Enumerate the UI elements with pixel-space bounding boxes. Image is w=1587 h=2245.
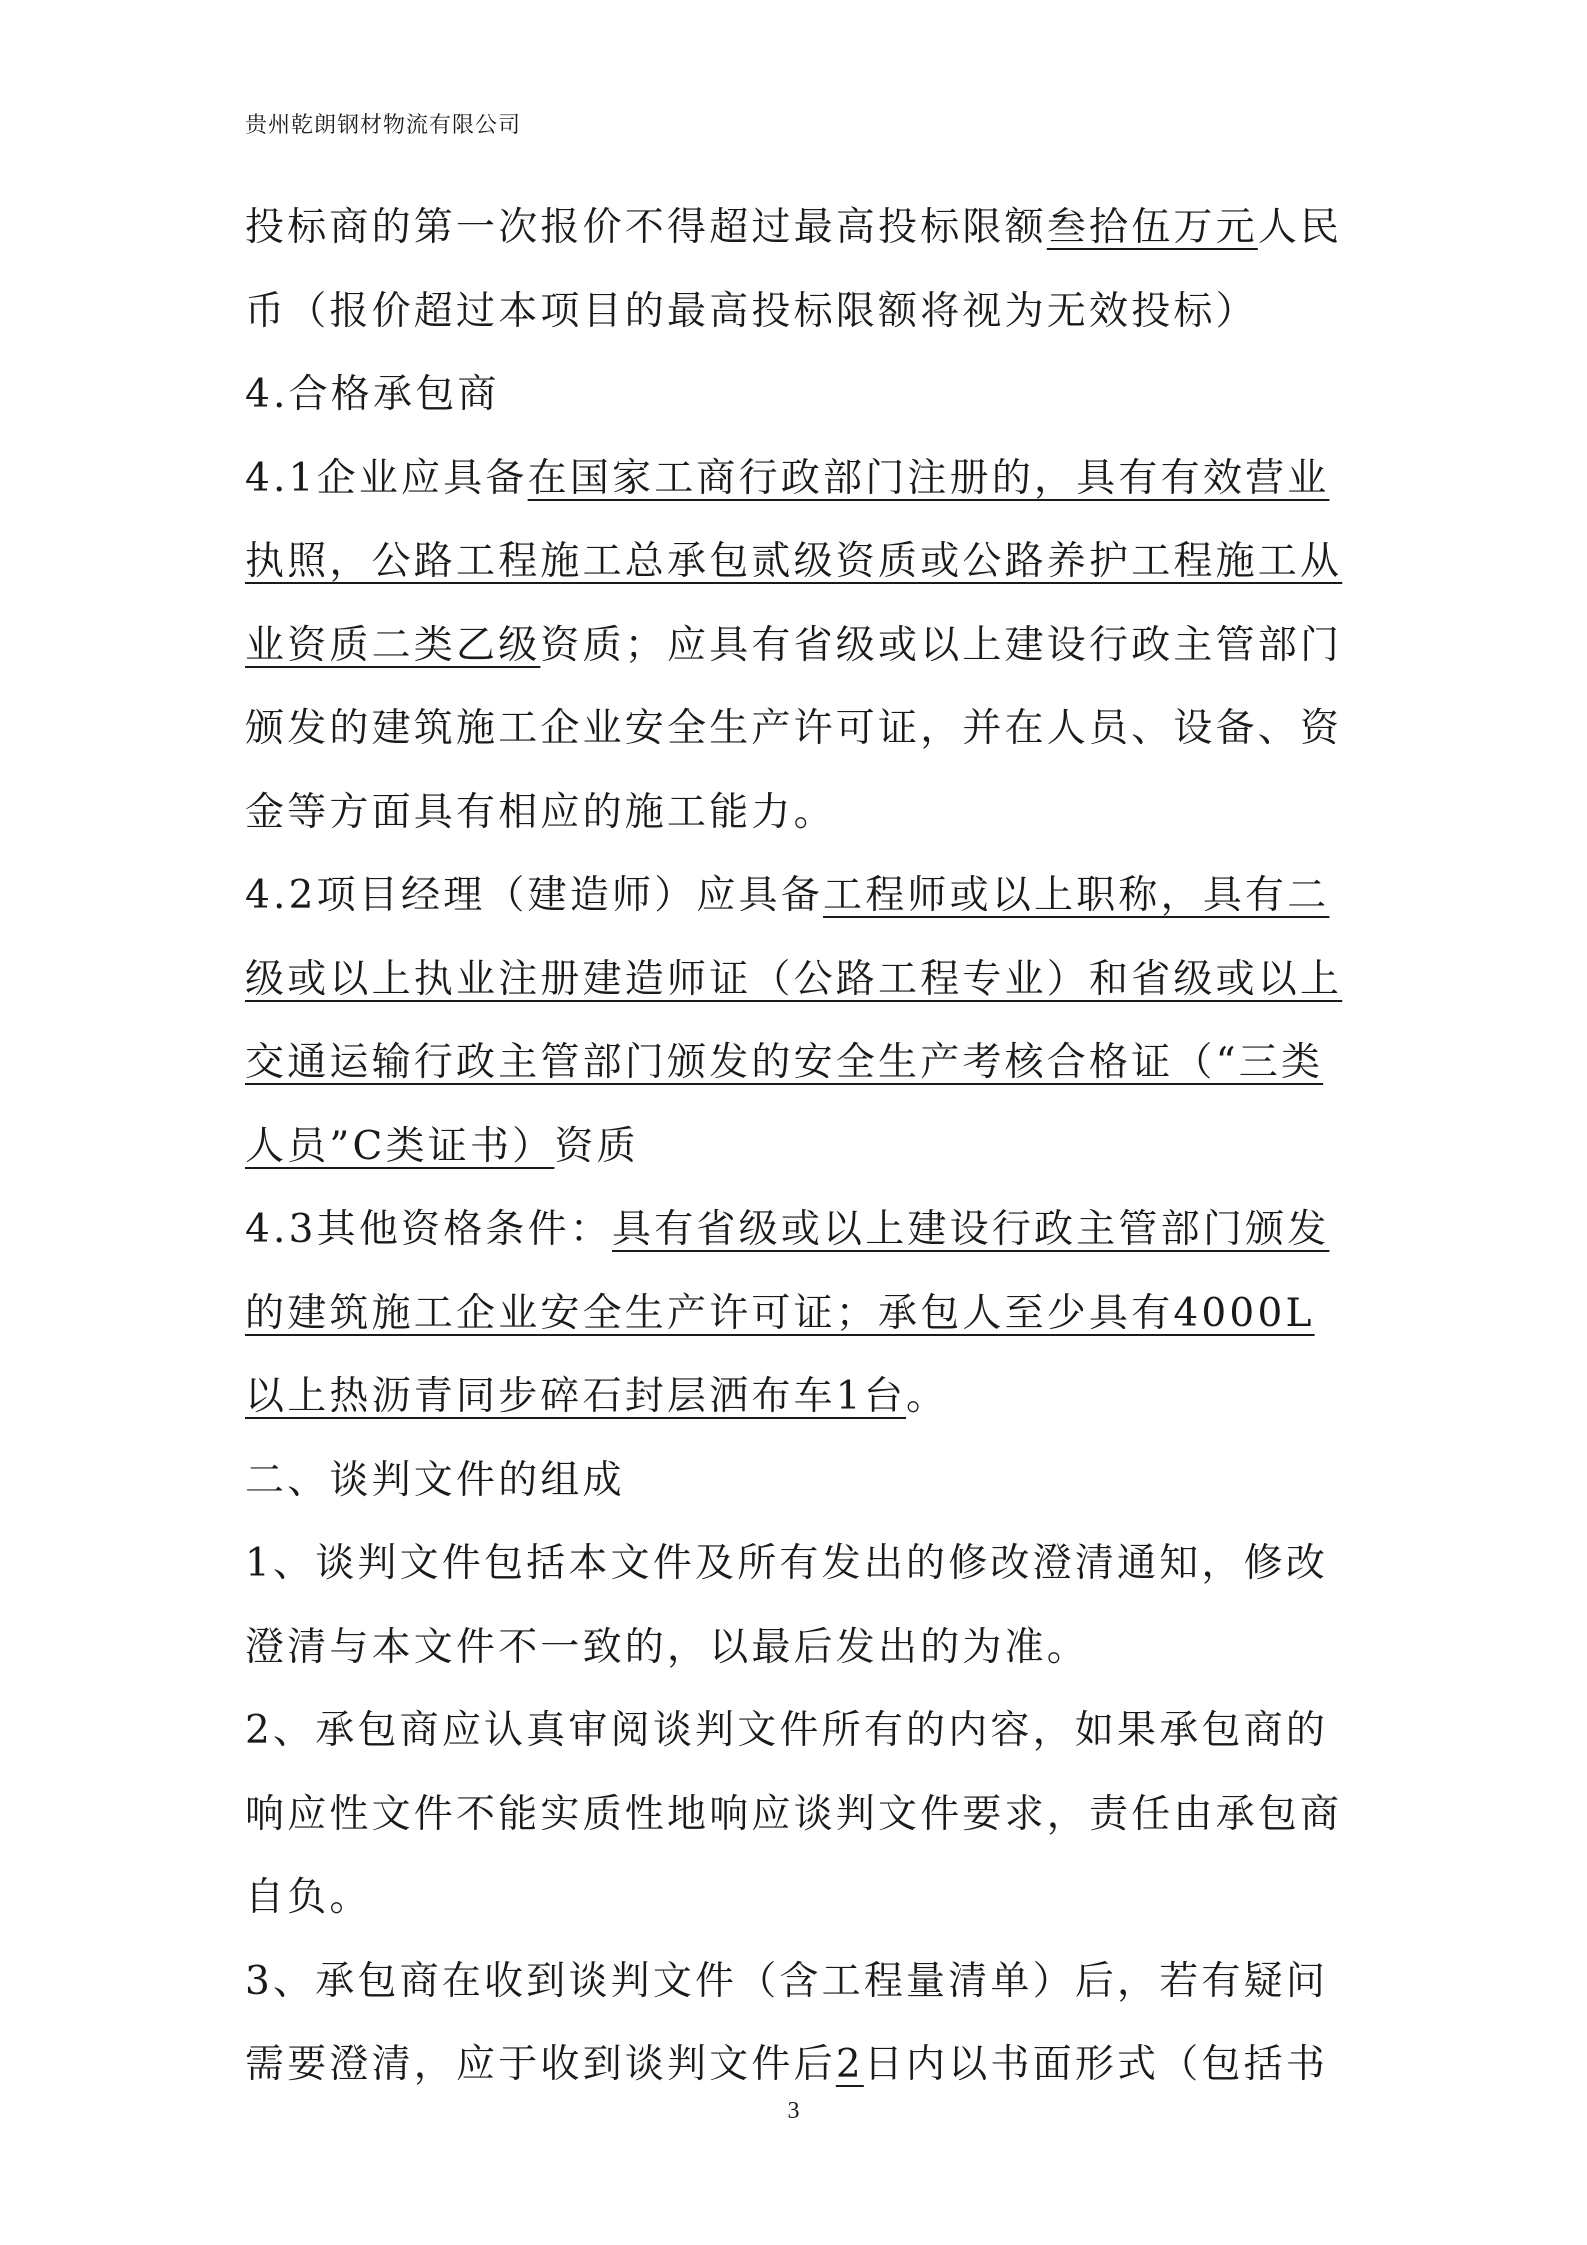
text-segment: 3、承包商在收到谈判文件（含工程量清单）后，若有疑问需要澄清，应于收到谈判文件后 [245, 1958, 1329, 2087]
underlined-requirement: 具有省级或以上建设行政主管部门颁发的建筑施工企业安全生产许可证；承包人至少具有4000L以上热沥青同步碎石封层洒布车1台 [245, 1207, 1330, 1419]
heading-qualified-contractor [245, 353, 1355, 437]
paragraph-2-3 [245, 1940, 1355, 2107]
paragraph-2-2 [245, 1689, 1355, 1940]
underlined-amount: 叁拾伍万元 [1046, 205, 1258, 250]
text-segment: 投标商的第一次报价不得超过最高投标限额 [245, 205, 1047, 250]
paragraph-4-1 [245, 437, 1355, 855]
paragraph-4-2 [245, 854, 1355, 1188]
text-segment: 4.1企业应具备 [245, 455, 528, 501]
text-segment: 1、谈判文件包括本文件及所有发出的修改澄清通知，修改澄清与本文件不一致的，以最后发出的为准。 [245, 1541, 1329, 1670]
text-segment: 资质 [554, 1123, 639, 1169]
text-segment: 资质；应具有省级或以上建设行政主管部门颁发的建筑施工企业安全生产许可证，并在人员、设备、资金等方面具有相应的施工能力。 [245, 622, 1343, 835]
text-segment: 4.合格承包商 [245, 372, 500, 417]
text-segment: 二、谈判文件的组成 [245, 1457, 625, 1503]
text-segment: 日内以书面形式（包括书 [863, 2042, 1329, 2087]
document-body [245, 186, 1355, 2107]
underlined-requirement: 工程师或以上职称，具有二级或以上执业注册建造师证（公路工程专业）和省级或以上交通运输行政主管部门颁发的安全生产考核合格证（“三类人员”C类证书） [245, 873, 1343, 1169]
paragraph-bid-limit [245, 186, 1355, 353]
underlined-days: 2 [835, 2042, 864, 2087]
heading-section-2 [245, 1439, 1355, 1523]
underlined-requirement: 在国家工商行政部门注册的，具有有效营业执照，公路工程施工总承包贰级资质或公路养护工程施工从业资质二类乙级 [245, 455, 1343, 668]
text-segment: 4.2项目经理（建造师）应具备 [245, 873, 824, 918]
paragraph-4-3 [245, 1188, 1355, 1439]
text-segment: 4.3其他资格条件： [245, 1207, 613, 1252]
text-segment: 2、承包商应认真审阅谈判文件所有的内容，如果承包商的响应性文件不能实质性地响应谈判文件要求，责任由承包商自负。 [245, 1708, 1343, 1920]
paragraph-2-1 [245, 1522, 1355, 1689]
page-number: 3 [787, 2098, 800, 2124]
text-segment: 。 [906, 1374, 949, 1419]
text-segment: 人民币（报价超过本项目的最高投标限额将视为无效投标） [245, 205, 1343, 334]
company-header: 贵州乾朗钢材物流有限公司 [245, 113, 522, 138]
